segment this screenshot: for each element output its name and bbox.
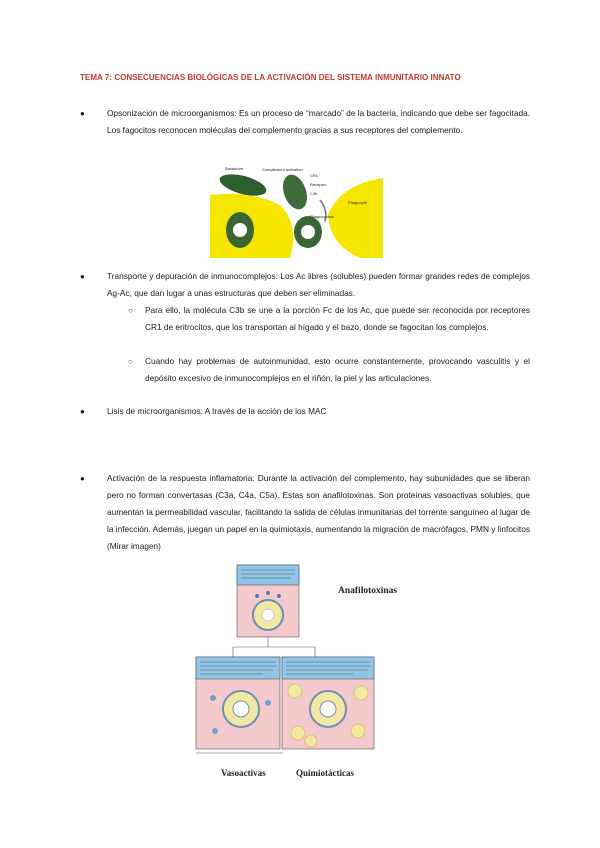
- subbullet-autoinmunidad: [128, 353, 530, 387]
- bullet-inmunocomplejos: [80, 268, 530, 302]
- figure-caption-left: Vasoactivas: [221, 768, 266, 778]
- bullet-icon: ●: [80, 109, 85, 118]
- bullet-text: Transporte y depuración de inmunocomplejos: Los Ac libres (solubles) pueden formar grandes redes de complejos Ag-Ac, que dan lugar a unas estructuras que deben ser eliminadas.: [107, 271, 530, 298]
- bullet-text: Activación de la respuesta inflamatoria: Durante la activación del complemento, hay subunidades que se liberan pero no forman convertasas (C3a, C4a, C5a). Estas son anafilotoxinas. Son proteínas vasoactivas solubles, que aumentan la permeabilidad vascular, facilitando la salida de células inmunitarias del torrente sanguíneo al lugar de la infección. Además, juegan un papel en la quimiotaxis, aumentando la migración de macrófagos, PMN y linfocitos (Mirar imagen): [107, 473, 530, 551]
- bullet-lisis: [80, 403, 530, 420]
- opsonization-figure: [210, 160, 383, 258]
- subbullet-c3b: [128, 302, 530, 336]
- subbullet-text: Para ello, la molécula C3b se une a la porción Fc de los Ac, que puede ser reconocida por receptores CR1 de eritrocitos, que los transportan al hígado y el bazo, donde se fagocitan los complejos.: [145, 305, 530, 332]
- figure-caption-right: Quimiotácticas: [296, 768, 354, 778]
- bullet-icon: ●: [80, 272, 85, 281]
- page-title: TEMA 7: CONSECUENCIAS BIOLÓGICAS DE LA ACTIVACIÓN DEL SISTEMA INMUNITARIO INNATO: [80, 73, 461, 82]
- fig1-label: C3b: [310, 191, 318, 196]
- fig1-label: Phagocytosis: [310, 214, 334, 219]
- circle-bullet-icon: ○: [128, 357, 133, 366]
- fig1-label: Bacterium: [225, 166, 244, 171]
- bullet-inflamatoria: [80, 470, 530, 555]
- bullet-text: Opsonización de microorganismos: Es un proceso de “marcado” de la bacteria, indicando que debe ser fagocitada. Los fagocitos reconocen moléculas del complemento gracias a sus receptores del complemento.: [107, 108, 530, 135]
- bullet-text: Lisis de microorganismos: A través de la acción de los MAC: [107, 406, 327, 416]
- bullet-icon: ●: [80, 474, 85, 483]
- bullet-icon: ●: [80, 407, 85, 416]
- circle-bullet-icon: ○: [128, 306, 133, 315]
- figure-heading: Anafilotoxinas: [338, 586, 398, 596]
- fig1-label: Phagocyte: [348, 200, 367, 205]
- fig1-label: CR1: [310, 173, 319, 178]
- fig1-label: Complement activation: [262, 167, 303, 172]
- subbullet-text: Cuando hay problemas de autoinmunidad, esto ocurre constantemente, provocando vasculitis y el depósito excesivo de inmunocomplejos en el riñón, la piel y las articulaciones.: [145, 356, 530, 383]
- fig1-label: Receptor: [310, 182, 327, 187]
- bullet-opsonizacion: [80, 105, 530, 139]
